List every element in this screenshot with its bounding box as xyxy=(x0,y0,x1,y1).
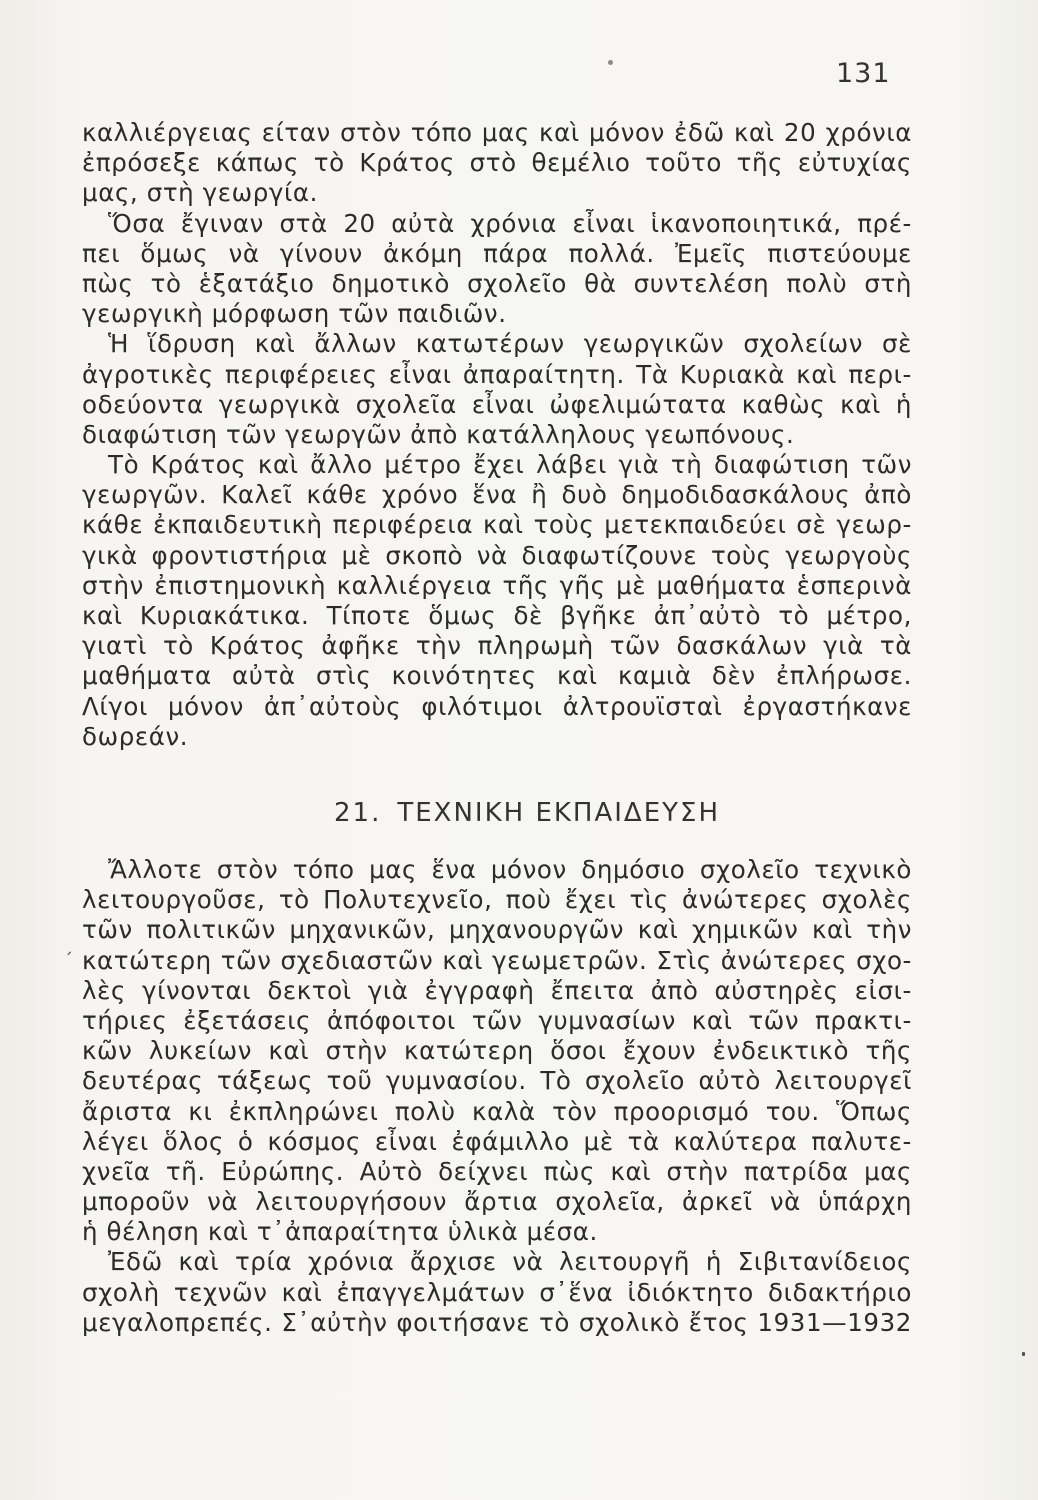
text-line: Ἡ ἵδρυση καὶ ἄλλων κατωτέρων γεωργικῶν σχολείων σὲ xyxy=(108,329,912,359)
text-line: καλλιέργειας είταν στὸν τόπο μας καὶ μόνον ἐδῶ καὶ 20 χρόνια xyxy=(82,118,912,147)
text-line: Ἄλλοτε στὸν τόπο μας ἕνα μόνον δημόσιο σχολεῖο τεχνικὸ xyxy=(108,855,912,884)
text-line: γεωργῶν. Καλεῖ κάθε χρόνο ἕνα ἢ δυὸ δημοδιδασκάλους ἀπὸ xyxy=(82,480,912,510)
text-line: ἡ θέληση καὶ τ᾽ἀπαραίτητα ὑλικὰ μέσα. xyxy=(82,1217,598,1247)
text-line: ἐπρόσεξε κάπως τὸ Κράτος στὸ θεμέλιο τοῦτο τῆς εὐτυχίας xyxy=(82,148,912,178)
text-line: γεωργικὴ μόρφωση τῶν παιδιῶν. xyxy=(82,299,507,329)
text-line: τήριες ἐξετάσεις ἀπόφοιτοι τῶν γυμνασίων καὶ τῶν πρακτι- xyxy=(82,1005,912,1035)
text-line: διαφώτιση τῶν γεωργῶν ἀπὸ κατάλληλους γεωπόνους. xyxy=(82,419,795,449)
section-two-text xyxy=(82,855,912,1338)
section-heading xyxy=(0,798,1038,828)
text-line: λέγει ὅλος ὁ κόσμος εἶναι ἐφάμιλλο μὲ τὰ καλύτερα παλυτε- xyxy=(82,1126,912,1156)
text-line: κῶν λυκείων καὶ στὴν κατώτερη ὅσοι ἔχουν ἐνδεικτικὸ τῆς xyxy=(82,1036,912,1066)
text-line: Τὸ Κράτος καὶ ἄλλο μέτρο ἔχει λάβει γιὰ τὴ διαφώτιση τῶν xyxy=(108,450,912,480)
text-line: Ὅσα ἔγιναν στὰ 20 αὐτὰ χρόνια εἶναι ἱκανοποιητικά, πρέ- xyxy=(108,208,912,238)
text-line: Ἐδῶ καὶ τρία χρόνια ἄρχισε νὰ λειτουργῆ ἡ Σιβιτανίδειος xyxy=(108,1247,912,1277)
text-line: πὼς τὸ ἑξατάξιο δημοτικὸ σχολεῖο θὰ συντελέση πολὺ στὴ xyxy=(82,268,912,298)
text-line: γικὰ φροντιστήρια μὲ σκοπὸ νὰ διαφωτίζουνε τοὺς γεωργοὺς xyxy=(82,540,912,570)
text-line: μαθήματα αὐτὰ στὶς κοινότητες καὶ καμιὰ δὲν ἐπλήρωσε. xyxy=(82,661,912,691)
page-number: 131 xyxy=(836,58,891,89)
text-line: σχολὴ τεχνῶν καὶ ἐπαγγελμάτων σ᾽ἕνα ἰδιόκτητο διδακτήριο xyxy=(82,1277,912,1307)
text-line: δευτέρας τάξεως τοῦ γυμνασίου. Τὸ σχολεῖο αὐτὸ λειτουργεῖ xyxy=(82,1066,912,1096)
text-line: ἀγροτικὲς περιφέρειες εἶναι ἀπαραίτητη. Τὰ Κυριακὰ καὶ περι- xyxy=(82,359,912,389)
text-line: λὲς γίνονται δεκτοὶ γιὰ ἐγγραφὴ ἔπειτα ἀπὸ αὐστηρὲς εἰσι- xyxy=(82,975,912,1005)
section-heading-number: 21. xyxy=(333,798,382,828)
text-line: κάθε ἐκπαιδευτικὴ περιφέρεια καὶ τοὺς μετεκπαιδεύει σὲ γεωρ- xyxy=(82,510,912,540)
text-line: μεγαλοπρεπές. Σ᾽αὐτὴν φοιτήσανε τὸ σχολικὸ ἔτος 1931—1932 xyxy=(82,1307,912,1337)
text-line: τῶν πολιτικῶν μηχανικῶν, μηχανουργῶν καὶ χημικῶν καὶ τὴν xyxy=(82,915,912,945)
section-heading-title: ΤΕΧΝΙΚΗ ΕΚΠΑΙΔΕΥΣΗ xyxy=(397,798,721,828)
margin-tick-mark: ´ xyxy=(64,950,73,971)
ink-speck xyxy=(1022,1352,1025,1356)
text-line: μποροῦν νὰ λειτουργήσουν ἄρτια σχολεῖα, ἀρκεῖ νὰ ὑπάρχη xyxy=(82,1187,912,1217)
text-line: χνεῖα τῆ. Εὐρώπης. Αὐτὸ δείχνει πὼς καὶ στὴν πατρίδα μας xyxy=(82,1156,912,1186)
section-one-text xyxy=(82,118,912,752)
text-line: γιατὶ τὸ Κράτος ἀφῆκε τὴν πληρωμὴ τῶν δασκάλων γιὰ τὰ xyxy=(82,631,912,661)
text-line: κατώτερη τῶν σχεδιαστῶν καὶ γεωμετρῶν. Στὶς ἀνώτερες σχο- xyxy=(82,945,912,975)
text-line: Λίγοι μόνον ἀπ᾽αὐτοὺς φιλότιμοι ἀλτρουϊσταὶ ἐργαστήκανε xyxy=(82,691,912,721)
text-line: λειτουργοῦσε, τὸ Πολυτεχνεῖο, ποὺ ἔχει τὶς ἀνώτερες σχολὲς xyxy=(82,885,912,915)
text-line: μας, στὴ γεωργία. xyxy=(82,178,319,208)
text-line: καὶ Κυριακάτικα. Τίποτε ὅμως δὲ βγῆκε ἀπ᾽αὐτὸ τὸ μέτρο, xyxy=(82,601,912,630)
text-line: πει ὅμως νὰ γίνουν ἀκόμη πάρα πολλά. Ἐμεῖς πιστεύουμε xyxy=(82,238,912,268)
text-line: ἄριστα κι ἐκπληρώνει πολὺ καλὰ τὸν προορισμό του. Ὅπως xyxy=(82,1096,912,1126)
text-line: στὴν ἐπιστημονικὴ καλλιέργεια τῆς γῆς μὲ μαθήματα ἑσπερινὰ xyxy=(82,570,912,600)
text-line: δωρεάν. xyxy=(82,721,189,751)
ink-dot xyxy=(608,60,613,65)
text-line: οδεύοντα γεωργικὰ σχολεῖα εἶναι ὠφελιμώτατα καθὼς καὶ ἡ xyxy=(82,389,912,419)
